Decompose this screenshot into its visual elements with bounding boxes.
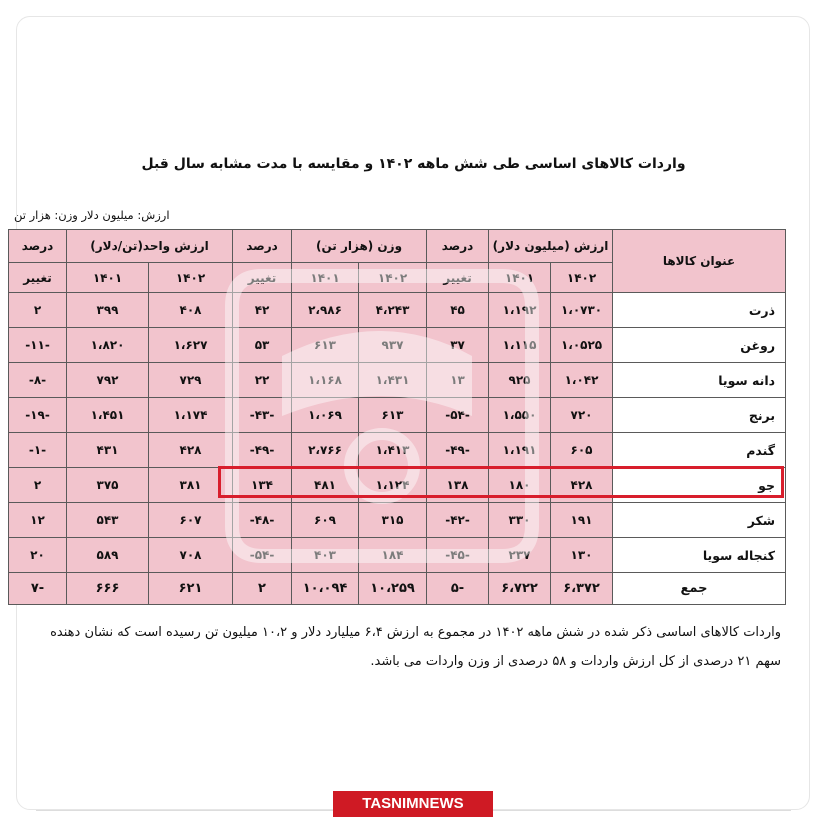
cell-unit-pct: -۱- (9, 433, 67, 468)
table-title: واردات کالاهای اساسی طی شش ماهه ۱۴۰۲ و مقایسه با مدت مشابه سال قبل (141, 156, 686, 172)
table-row (9, 293, 786, 328)
col-unit-1401: ۱۴۰۱ (67, 263, 149, 293)
col-value-1402: ۱۴۰۲ (551, 263, 613, 293)
cell-weight-1402: ۶۱۳ (359, 398, 427, 433)
col-weight-percent: درصد (233, 230, 292, 263)
cell-unit-pct: -۸- (9, 363, 67, 398)
cell-weight-1402: ۱۸۴ (359, 538, 427, 573)
cell-weight-1402: ۱،۴۳۱ (359, 363, 427, 398)
table-row (9, 328, 786, 363)
cell-weight-1401: ۶۱۳ (292, 328, 359, 363)
cell-value-pct: -۴۵- (427, 538, 489, 573)
table-row (9, 433, 786, 468)
cell-unit-1402: ۶۰۷ (149, 503, 233, 538)
summary-paragraph: واردات کالاهای اساسی ذکر شده در شش ماهه ۱۴۰۲ در مجموع به ارزش ۶،۴ میلیارد دلار و ۱۰،۲ میلیون تن رسیده است که نشان دهنده سهم ۲۱ درصدی از کل ارزش واردات و ۵۸ درصدی از وزن واردات می باشد. (50, 625, 781, 669)
cell-value-pct: -۵۴- (427, 398, 489, 433)
cell-weight-1402: ۳۱۵ (359, 503, 427, 538)
cell-value-pct: -۴۲- (427, 503, 489, 538)
cell-value-pct: -۴۹- (427, 433, 489, 468)
cell-unit-1402: ۷۰۸ (149, 538, 233, 573)
cell-value-1402: ۶۰۵ (551, 433, 613, 468)
col-unit-value-group: ارزش واحد(تن/دلار) (67, 230, 233, 263)
cell-value-1401: ۱۸۰ (489, 468, 551, 503)
col-value-percent: درصد (427, 230, 489, 263)
col-weight-1401: ۱۴۰۱ (292, 263, 359, 293)
cell-value-1401: ۱،۵۵۰ (489, 398, 551, 433)
row-name: کنجاله سویا (613, 538, 786, 573)
cell-unit-1401: ۴۳۱ (67, 433, 149, 468)
total-value-1401: ۶،۷۲۲ (489, 573, 551, 605)
cell-unit-1401: ۳۷۵ (67, 468, 149, 503)
cell-unit-pct: -۱۹- (9, 398, 67, 433)
col-weight-1402: ۱۴۰۲ (359, 263, 427, 293)
imports-table (8, 229, 786, 605)
cell-unit-1402: ۴۰۸ (149, 293, 233, 328)
total-weight-1401: ۱۰،۰۹۴ (292, 573, 359, 605)
table-row (9, 503, 786, 538)
cell-weight-1401: ۴۸۱ (292, 468, 359, 503)
cell-weight-1401: ۴۰۳ (292, 538, 359, 573)
row-name: شکر (613, 503, 786, 538)
cell-unit-1401: ۱،۸۲۰ (67, 328, 149, 363)
col-value-1401: ۱۴۰۱ (489, 263, 551, 293)
cell-unit-1402: ۱،۶۲۷ (149, 328, 233, 363)
col-unit-change: تغییر (9, 263, 67, 293)
cell-value-pct: ۴۵ (427, 293, 489, 328)
col-value-group: ارزش (میلیون دلار) (489, 230, 613, 263)
cell-value-1402: ۴۲۸ (551, 468, 613, 503)
cell-unit-1401: ۵۴۳ (67, 503, 149, 538)
cell-value-1402: ۱،۰۴۲ (551, 363, 613, 398)
table-row (9, 363, 786, 398)
total-unit-pct: -۷ (9, 573, 67, 605)
cell-value-1402: ۱۳۰ (551, 538, 613, 573)
total-label: جمع (613, 573, 786, 605)
col-unit-percent: درصد (9, 230, 67, 263)
cell-weight-pct: ۴۲ (233, 293, 292, 328)
col-unit-1402: ۱۴۰۲ (149, 263, 233, 293)
row-name: دانه سویا (613, 363, 786, 398)
cell-unit-pct: ۱۲ (9, 503, 67, 538)
cell-unit-1402: ۱،۱۷۴ (149, 398, 233, 433)
cell-weight-pct: -۴۹- (233, 433, 292, 468)
col-weight-group: وزن (هزار تن) (292, 230, 427, 263)
cell-value-1401: ۲۳۷ (489, 538, 551, 573)
row-name: جو (613, 468, 786, 503)
cell-value-1402: ۱۹۱ (551, 503, 613, 538)
total-weight-pct: ۲ (233, 573, 292, 605)
cell-weight-pct: -۵۴- (233, 538, 292, 573)
cell-unit-1402: ۷۲۹ (149, 363, 233, 398)
row-name: گندم (613, 433, 786, 468)
units-note: ارزش: میلیون دلار وزن: هزار تن (14, 208, 170, 222)
cell-value-1401: ۳۳۰ (489, 503, 551, 538)
cell-unit-1401: ۳۹۹ (67, 293, 149, 328)
cell-unit-1402: ۴۲۸ (149, 433, 233, 468)
cell-weight-1401: ۶۰۹ (292, 503, 359, 538)
row-name: برنج (613, 398, 786, 433)
cell-value-pct: ۳۷ (427, 328, 489, 363)
table-row (9, 398, 786, 433)
cell-unit-1401: ۱،۴۵۱ (67, 398, 149, 433)
cell-weight-1402: ۱،۴۱۳ (359, 433, 427, 468)
cell-weight-pct: ۵۳ (233, 328, 292, 363)
total-unit-1401: ۶۶۶ (67, 573, 149, 605)
cell-value-pct: ۱۳۸ (427, 468, 489, 503)
cell-weight-pct: ۱۳۴ (233, 468, 292, 503)
table-total-row (9, 573, 786, 605)
cell-weight-1402: ۱،۱۲۴ (359, 468, 427, 503)
cell-weight-1401: ۱،۰۶۹ (292, 398, 359, 433)
tasnim-logo: TASNIMNEWS (333, 791, 493, 817)
cell-unit-pct: ۲۰ (9, 538, 67, 573)
cell-unit-1401: ۵۸۹ (67, 538, 149, 573)
cell-weight-pct: -۴۸- (233, 503, 292, 538)
table-row-highlighted (9, 468, 786, 503)
cell-unit-1401: ۷۹۲ (67, 363, 149, 398)
cell-value-1401: ۱،۱۹۱ (489, 433, 551, 468)
cell-unit-pct: ۲ (9, 293, 67, 328)
total-value-1402: ۶،۳۷۲ (551, 573, 613, 605)
cell-value-1402: ۷۲۰ (551, 398, 613, 433)
cell-weight-1401: ۲،۹۸۶ (292, 293, 359, 328)
row-name: ذرت (613, 293, 786, 328)
cell-unit-1402: ۳۸۱ (149, 468, 233, 503)
row-name: روغن (613, 328, 786, 363)
total-unit-1402: ۶۲۱ (149, 573, 233, 605)
col-item-title: عنوان کالاها (613, 230, 786, 293)
cell-weight-1401: ۲،۷۶۶ (292, 433, 359, 468)
cell-value-1401: ۱،۱۱۵ (489, 328, 551, 363)
cell-value-1402: ۱،۰۷۳۰ (551, 293, 613, 328)
cell-weight-1402: ۹۳۷ (359, 328, 427, 363)
cell-value-pct: ۱۳ (427, 363, 489, 398)
table-row (9, 538, 786, 573)
cell-unit-pct: ۲ (9, 468, 67, 503)
cell-value-1401: ۹۲۵ (489, 363, 551, 398)
total-value-pct: -۵ (427, 573, 489, 605)
cell-weight-pct: -۴۳- (233, 398, 292, 433)
cell-value-1402: ۱،۰۵۲۵ (551, 328, 613, 363)
cell-unit-pct: -۱۱- (9, 328, 67, 363)
cell-weight-pct: ۲۲ (233, 363, 292, 398)
col-weight-change: تغییر (233, 263, 292, 293)
cell-weight-1402: ۴،۲۴۳ (359, 293, 427, 328)
cell-value-1401: ۱،۱۹۲ (489, 293, 551, 328)
col-value-change: تغییر (427, 263, 489, 293)
total-weight-1402: ۱۰،۲۵۹ (359, 573, 427, 605)
cell-weight-1401: ۱،۱۶۸ (292, 363, 359, 398)
